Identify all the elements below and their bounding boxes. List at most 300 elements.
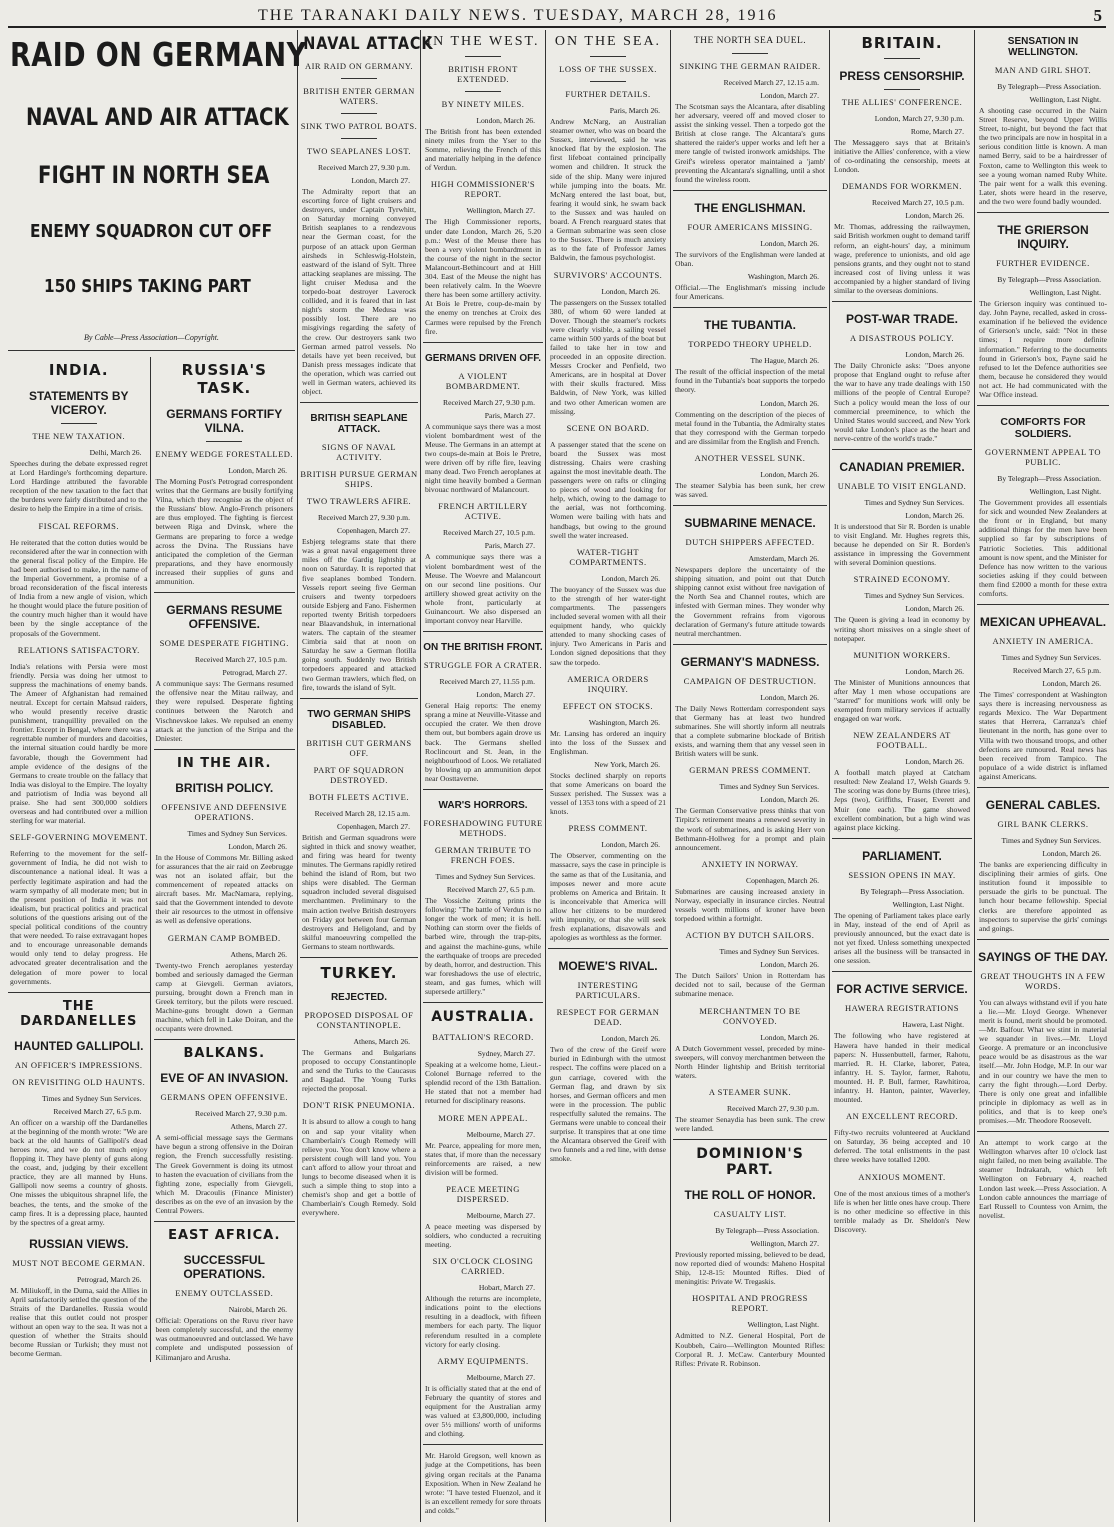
- subhead: ENEMY WEDGE FORESTALLED.: [155, 449, 294, 459]
- article-body: Fifty-two recruits volunteered at Auckland on Saturday, 36 being accepted and 10 deferred. The total enlistments in the past three weeks have totalled 1200.: [834, 1128, 970, 1165]
- subhead: TORPEDO THEORY UPHELD.: [688, 339, 812, 350]
- dateline: Washington, March 26.: [588, 717, 660, 727]
- dateline: Received March 27, 9.30 p.m.: [195, 1109, 287, 1119]
- moewe-heading: MOEWE'S RIVAL.: [558, 959, 658, 974]
- section-heading: GERMANS DRIVEN OFF.: [424, 352, 542, 364]
- dateline: Wellington, Last Night.: [747, 1320, 819, 1330]
- article-body: Stocks declined sharply on reports that some Americans on board the Sussex perished. The Sussex was a vessel of 1353 tons with a speed of 21 knots.: [550, 770, 666, 817]
- column-1: [8, 30, 307, 1522]
- column-rule: [829, 30, 830, 1522]
- article-body: Commenting on the description of the pieces of metal found in the Tubantia, the Admiralty states that they correspond with the German torpedo and are dissimilar from the English and French.: [675, 409, 825, 446]
- dateline: Received March 27, 12.15 a.m.: [723, 78, 819, 87]
- credit-line: Times and Sydney Sun Services.: [187, 828, 287, 838]
- divider: [977, 939, 1109, 940]
- article-body: Twenty-two French aeroplanes yesterday bombed and seriously damaged the German camp at Gievgeli. German aviators, pursuing, brought down a French man in Greek territory, but the pilots were rescued. Machine-guns brought down a German machine, which fell in Lake Doiran, and the occupants were drowned.: [155, 960, 293, 1034]
- dateline: Wellington, March 27.: [466, 206, 535, 216]
- divider: [832, 449, 972, 450]
- subhead: INTERESTING PARTICULARS.: [575, 980, 641, 1001]
- dateline: Athens, March 26.: [353, 1036, 410, 1046]
- subhead: EFFECT ON STOCKS.: [562, 700, 654, 711]
- dateline: London, March 26.: [905, 604, 964, 614]
- article-body: The Daily News Rotterdam correspondent says that Germany has at least two hundred submarines. She will shortly inform all neutrals that a complete submarine blockade of British exists, and warning them that any vessel seen in British waters will be sunk.: [675, 703, 825, 759]
- section-subheading: REJECTED.: [330, 991, 388, 1003]
- credit-line: Times and Sydney Sun Services.: [864, 591, 964, 601]
- dateline: London, March 26.: [228, 466, 287, 475]
- dateline: Copenhagen, March 27.: [337, 526, 410, 536]
- credit-line: Times and Sydney Sun Services.: [1001, 836, 1101, 846]
- dateline: London, March 26.: [601, 286, 660, 296]
- divider: [673, 307, 827, 308]
- article-body: M. Miliukoff, in the Duma, said the Allies in April satisfactorily settled the question of the Straits of the Dardanelles. Russia would realise that this outlet could not prosper without an open way to the sea. It was not a question of whether the Straits should become Russian or Turkish; they must not become German.: [10, 1285, 148, 1359]
- article-body: Official: Operations on the Ruvu river have been completely successful, and the enemy was outmanoeuvred and outclassed. We have complete and undisputed possession of Kilimanjaro and Arusha.: [155, 1316, 293, 1362]
- credit-line: Times and Sydney Sun Services.: [435, 872, 535, 882]
- column-6: [832, 30, 972, 1522]
- africa-subheading: SUCCESSFUL OPERATIONS.: [183, 1253, 266, 1282]
- article-body: India's relations with Persia were most friendly. Persia was doing her utmost to suppress the machinations of enemy bands. The Ameer of Afghanistan had remained neutral. Except for certain Mahsud raiders, who would presently receive drastic punishment, tranquillity prevailed on the frontier. Except in Bengal, where there was a regrettable number of murders and dacoities, the internal situation could hardly be more favorable, though the Government had ample evidence of the designs of the Germans to create trouble on the fallacy that India was disloyal to the Empire. The loyalty and patriotism of India was beyond all praise. She had sent 300,000 soldiers overseas and had contributed over a million sterling for war material.: [10, 661, 148, 826]
- page-number: 5: [1093, 6, 1102, 25]
- subhead: A VIOLENT BOMBARDMENT.: [445, 370, 521, 391]
- divider: [341, 138, 377, 139]
- dateline: Washington, March 26.: [747, 272, 819, 282]
- dateline: Melbourne, March 27.: [466, 1210, 535, 1220]
- subhead: HOSPITAL AND PROGRESS REPORT.: [692, 1293, 808, 1314]
- divider: [832, 301, 972, 302]
- subhead: THE ALLIES' CONFERENCE.: [841, 97, 963, 107]
- dateline: London, March 27, 9.30 p.m.: [874, 114, 964, 123]
- divider: [154, 592, 296, 593]
- credit-line: By Telegraph—Press Association.: [997, 275, 1101, 285]
- subhead: PROPOSED DISPOSAL OF CONSTANTINOPLE.: [304, 1009, 414, 1030]
- dateline: New York, March 26.: [594, 759, 660, 769]
- divider: [590, 56, 626, 57]
- subhead: MORE MEN APPEAL.: [438, 1112, 528, 1123]
- article-body: Speeches during the debate expressed regret at Lord Hardinge's forthcoming departure. Lord Hardinge attributed the favorable reception of the new taxation to the fact that the burdens were fairly distributed and to the desire to help the Empire in a time of crisis.: [10, 459, 148, 514]
- article-body: An attempt to work cargo at the Wellington wharves after 10 o'clock last night failed, no men being available. The steamer Indrakarah, which left Wellington on February 4, reached London last week.—Press Association. A London cable announces the marriage of Earl Russell to Countess von Arnim, the novelist.: [979, 1138, 1107, 1220]
- in-the-west-heading: IN THE WEST.: [426, 34, 540, 49]
- article-body: It is understood that Sir R. Borden is unable to visit England. Mr. Hughes regrets this, because he depended on Sir R. Borden's assistance in impressing the Government with several Dominion questions.: [834, 521, 970, 568]
- dateline: Wellington, Last Night.: [892, 899, 964, 909]
- column-7: [977, 30, 1109, 1522]
- dateline: Melbourne, March 27.: [466, 1129, 535, 1139]
- australia-heading: AUSTRALIA.: [431, 1009, 535, 1026]
- subhead: MUST NOT BECOME GERMAN.: [12, 1257, 146, 1268]
- subhead: NEW ZEALANDERS AT FOOTBALL.: [853, 730, 951, 751]
- dateline: Nairobi, March 26.: [228, 1305, 287, 1315]
- subhead: PART OF SQUADRON DESTROYED.: [313, 764, 405, 785]
- divider: [977, 787, 1109, 788]
- article-body: Mr. Lansing has ordered an inquiry into the loss of the Sussex and Englishman.: [550, 728, 666, 756]
- divider: [884, 89, 920, 90]
- subhead: ANXIETY IN NORWAY.: [701, 858, 799, 869]
- article-body: A passenger stated that the scene on board the Sussex was most distressing. Chairs were crashing against the most inevitable death. The passengers were on rafts or clinging to pieces of wood and looking for help, which, owing to the damage to the aerial, was not forthcoming. Women were bailing with hats and handbags, but owing to the ground swell the water increased.: [550, 439, 666, 540]
- germany-madness-heading: GERMANY'S MADNESS.: [680, 654, 820, 669]
- subhead: SURVIVORS' ACCOUNTS.: [553, 269, 663, 280]
- section-subheading: PRESS CENSORSHIP.: [839, 69, 965, 83]
- divider: [423, 631, 543, 632]
- dateline: Petrograd, March 26.: [76, 1274, 142, 1284]
- dateline: London, March 26.: [1042, 849, 1101, 859]
- divider: [732, 53, 768, 54]
- column-5: [673, 30, 827, 1522]
- column-rule: [420, 30, 421, 1522]
- article-body: The German Conservative press thinks that von Tirpitz's retirement means a renewed severity in the work of submarines, and is asking Herr von Bethmann-Hollweg for a prompt and plain announcement.: [675, 806, 825, 852]
- subhead: SELF-GOVERNING MOVEMENT.: [9, 832, 148, 843]
- article-body: The Scotsman says the Alcantara, after disabling her adversary, veered off and moved closer to assist the sinking vessel. Then a torpedo got the British at close range. The Alcantara's guns shattered the raider's upper works and left her a mere tangle of twisted ironwork amidships. The Greif's wireless operator maintained a 'jamb' preventing the Alcantara's signalling, until a shot found the wireless room.: [675, 102, 825, 184]
- dateline: London, March 26.: [905, 757, 964, 767]
- subhead: A DISASTROUS POLICY.: [849, 333, 955, 344]
- column-rule: [297, 30, 298, 1522]
- article-body: A communique says there was a most violent bombardment west of the Meuse. The Germans in an attempt at two coups-de-main at Bois le Pretre, were driven off by rifle fire, leaving many dead. Two French aeroplanes at night time heavily bombed a German bivouac northward of Malancourt.: [425, 421, 541, 495]
- subhead: BOTH FLEETS ACTIVE.: [309, 791, 409, 802]
- subhead: AIR RAID ON GERMANY.: [304, 61, 414, 71]
- article-body: The banks are experiencing difficulty in disciplining their armies of girls. One institution found it impossible to persuade the girls to be punctual. The lunch hour became fellowship. Special clerks are therefore appointed as inspectors to supervise the girls' comings and goings.: [979, 860, 1107, 933]
- dateline: London, March 26.: [905, 211, 964, 221]
- subhead: ANXIOUS MOMENT.: [858, 1171, 946, 1182]
- russia-heading: RUSSIA'S TASK.: [181, 361, 267, 397]
- dateline: London, March 26.: [760, 795, 819, 805]
- dateline: London, March 26.: [476, 116, 535, 125]
- divider: [423, 789, 543, 790]
- column-3: [423, 30, 543, 1522]
- credit-line: Times and Sydney Sun Services.: [719, 782, 819, 792]
- subhead: STRAINED ECONOMY.: [853, 574, 951, 585]
- balkans-subheading: EVE OF AN INVASION.: [160, 1071, 289, 1086]
- britain-heading: BRITAIN.: [861, 34, 943, 52]
- dateline: Wellington, March 27.: [750, 1239, 819, 1249]
- on-the-sea-heading: ON THE SEA.: [554, 34, 662, 49]
- dateline: Received March 27, 6.5 p.m.: [53, 1106, 142, 1116]
- article-body: General Haig reports: The enemy sprang a mine at Neuville-Vitasse and occupied the crater. We then drove them out, but bombers again drove us back. The Germans shelled Roclincourt and St. Jean, in the neighbourhood of Loos. We retaliated by blowing up an ammunition depot near Oosttaverne.: [425, 701, 541, 783]
- article-body: He reiterated that the cotton duties would be reconsidered after the war in connection with the general fiscal policy of the Empire. He had been authorised to make, in the name of the Imperial Government, a promise of a broad reconsideration of the fiscal interests of India from a new angle of vision, which he thought would place the future position of the country much higher than it would have been by the single acceptance of the proposals of the Government.: [10, 537, 148, 638]
- article-body: In the House of Commons Mr. Billing asked for assurances that the air raid on Zeebrugge was not an isolated affair, but the commencement of repeated attacks on aircraft bases. Mr. MacNamara, replying, said that the Government intended to devote their air resources to the utmost in offensive as well as defensive operations.: [155, 852, 293, 926]
- section-heading: TWO GERMAN SHIPS DISABLED.: [307, 708, 411, 731]
- divider: [300, 957, 418, 958]
- dateline: London, March 26.: [905, 666, 964, 676]
- headline-ships: 150 SHIPS TAKING PART: [44, 276, 251, 297]
- article-body: The opening of Parliament takes place early in May, instead of the end of April as previously announced, but the exact date is not yet fixed. Unless something unexpected arises all the business will be transacted in one session.: [834, 910, 970, 966]
- article-body: It is officially stated that at the end of February the quantity of stores and equipment for the Australian army was valued at £3,800,000, including over 5½ millions' worth of uniforms and clothing.: [425, 1383, 541, 1439]
- article-body: A semi-official message says the Germans have begun a strong offensive in the Doiran region, the French successfully resisting. The Greek Government is doing its utmost to hasten the evacuation of civilians from the fighting zone, especially from Gievgeli, which M. Dracoulis (Finance Minister) describes as on the eve of an invasion by the Central Powers.: [155, 1133, 293, 1216]
- advert-body: It is absurd to allow a cough to hang on and sap your vitality when Chamberlain's Cough Remedy will relieve you. You don't know where a persistent cough will land you. You can't afford to allow your throat and lungs to become diseased when it is such a simple thing to stop into a chemist's shop and get a bottle of Chamberlain's Cough Remedy. Sold everywhere.: [302, 1117, 416, 1218]
- credit-line: Times and Sydney Sun Services.: [864, 497, 964, 507]
- general-cables-heading: GENERAL CABLES.: [985, 798, 1101, 813]
- subhead: FURTHER DETAILS.: [565, 89, 651, 99]
- article-body: A football match played at Catcham resulted: New Zealand 17, Welsh Guards 9. The scoring was done by Burns (three tries), Jeps (two), Griffiths, Fraser, Everett and Muir (one each). The game showed excellent combination, but a high wind was against place kicking.: [834, 768, 970, 832]
- article-body: The Dutch Sailors' Union in Rotterdam has decided not to sail, because of the German submarine menace.: [675, 971, 825, 999]
- subhead: TWO TRAWLERS AFIRE.: [306, 496, 412, 507]
- divider: [465, 56, 501, 57]
- headline-naval-air: NAVAL AND AIR ATTACK: [26, 103, 289, 131]
- divider: [154, 1221, 296, 1222]
- divider: [8, 350, 295, 351]
- divider: [423, 1444, 543, 1445]
- subhead: HIGH COMMISSIONER'S REPORT.: [430, 179, 536, 200]
- naval-attack-heading: NAVAL ATTACK: [303, 34, 434, 54]
- comforts-heading: COMFORTS FOR SOLDIERS.: [1000, 416, 1086, 441]
- divider: [977, 604, 1109, 605]
- subhead: BATTALION'S RECORD.: [432, 1032, 534, 1043]
- subhead: DUTCH SHIPPERS AFFECTED.: [685, 537, 815, 548]
- subhead: MUNITION WORKERS.: [853, 649, 951, 660]
- dateline: Received March 27, 10.5 p.m.: [443, 528, 535, 538]
- offensive-heading: GERMANS RESUME OFFENSIVE.: [166, 603, 283, 632]
- headline-raid: RAID ON GERMANY: [10, 35, 307, 74]
- india-heading: INDIA.: [48, 361, 109, 379]
- subhead: MAN AND GIRL SHOT.: [994, 65, 1092, 75]
- credit-line: Times and Sydney Sun Services.: [42, 1093, 142, 1103]
- dateline: Wellington, Last Night.: [1029, 487, 1101, 497]
- subhead: ANOTHER VESSEL SUNK.: [694, 452, 806, 463]
- article-body: Andrew McNarg, an Australian steamer owner, who was on board the Sussex, interviewed, said he was knocked flat by the explosion. The first lifeboat contained principally women and children. It struck the side of the ship. Many were injured while jumping into the boats. Mr. McNarg entered the last boat, but, fearing it would sink, he swam back to the Sussex and was hauled on board. A French rearguard states that a German submarine was seen close to the Sussex. There is much anxiety as to the fate of Professor James Baldwin, the famous psychologist.: [550, 117, 666, 263]
- subhead: FORESHADOWING FUTURE METHODS.: [423, 818, 543, 839]
- article-body: A shooting case occurred in the Nairn Street Reserve, beyond Upper Willis Street, to-night, but beyond the fact that the two principals are now in hospital in a serious condition little is known. A man named Berry, said to be a hairdresser of Foxton, came to Wellington this week to see a young woman named Ruby White. The pair went for a walk this evening. Later, shots were heard in the reserve, and the two were found badly wounded.: [979, 106, 1107, 206]
- dateline: Received March 27, 6.5 p.m.: [1012, 666, 1101, 676]
- advert-body: Mr. Harold Gregson, well known as judge at the Competitions, has been giving organ recitals at the Panama Exposition. When in New Zealand he wrote: "I have tested Fluenzol, and it is an excellent remedy for sore throats and colds.": [425, 1451, 541, 1515]
- article-body: You can always withstand evil if you hate a lie.—Mr. Lloyd George. Whenever merit is found, merit should be promoted.—Mr. Balfour. What we stint in material we squander in lives.—Mr. Lloyd George. A premature or an inconclusive peace would be as disastrous as the war itself.—Mr. John Hodge, M.P. In our war and in our country we have the men to carry the fight through.—Lord Derby. There is only one great and infallible principle in diplomacy as well as in politics, and that is to keep one's promises.—Mr. Theodore Roosevelt.: [979, 997, 1107, 1125]
- article-body: Official.—The Englishman's missing include four Americans.: [675, 283, 825, 302]
- article-body: Speaking at a welcome home, Lieut.-Colonel Burnage referred to the splendid record of the 13th Battalion. He stated that not a member had returned for disciplinary reasons.: [425, 1060, 541, 1106]
- dateline: London, March 26.: [601, 573, 660, 583]
- subhead: STRUGGLE FOR A CRATER.: [423, 660, 543, 671]
- subhead: SIGNS OF NAVAL ACTIVITY.: [321, 442, 397, 463]
- article-body: The steamer Salybia has been sunk, her crew was saved.: [675, 480, 825, 499]
- submarine-heading: SUBMARINE MENACE.: [684, 516, 816, 531]
- dateline: London, March 26.: [905, 510, 964, 520]
- subhead: SOME DESPERATE FIGHTING.: [159, 638, 289, 649]
- subhead: SIX O'CLOCK CLOSING CARRIED.: [432, 1256, 534, 1277]
- india-subhead2: THE NEW TAXATION.: [32, 431, 126, 441]
- article-body: The High Commissioner reports, under date London, March 26, 5.20 p.m.: West of the Meuse there has been a very violent bombardment in the course of the night in the sector Malancourt-Bethincourt and at Hill 304. East of the Meuse the night has been relatively calm. In the Woevre there has been some artillery activity. At Bois le Pretre, coup-de-main by the enemy on trenches at Croix des Carmes were repulsed by the French fire.: [425, 217, 541, 336]
- turkey-heading: TURKEY.: [320, 963, 398, 982]
- divider: [154, 1039, 296, 1040]
- divider: [673, 644, 827, 645]
- air-subheading: BRITISH POLICY.: [175, 780, 274, 795]
- divider: [832, 838, 972, 839]
- dateline: Athens, March 26.: [230, 949, 287, 959]
- subhead: ON REVISITING OLD HAUNTS.: [12, 1076, 146, 1087]
- subhead: FOUR AMERICANS MISSING.: [687, 221, 813, 232]
- sayings-heading: SAYINGS OF THE DAY.: [978, 949, 1108, 964]
- dateline: London, March 27.: [351, 176, 410, 185]
- dateline: Rome, March 27.: [910, 127, 964, 136]
- subhead: PEACE MEETING DISPERSED.: [446, 1183, 520, 1204]
- headline-fight: FIGHT IN NORTH SEA: [38, 161, 270, 189]
- subhead: BRITISH CUT GERMANS OFF.: [306, 737, 412, 758]
- north-sea-duel-heading: THE NORTH SEA DUEL.: [693, 36, 807, 46]
- subhead: GERMANS OPEN OFFENSIVE.: [160, 1092, 288, 1103]
- dateline: Athens, March 27.: [230, 1122, 287, 1132]
- dateline: Received March 27, 9.30 p.m.: [443, 397, 535, 407]
- article-body: Submarines are causing increased anxiety in Norway, especially in insurance circles. Neutral vessels worth millions of kroner have been torpedoed within a fortnight.: [675, 886, 825, 924]
- article-body: A peace meeting was dispersed by soldiers, who conducted a recruiting meeting.: [425, 1221, 541, 1250]
- divider: [977, 1131, 1109, 1132]
- article-body: Referring to the movement for the self-government of India, he did not wish to discountenance a national ideal. It was a perfectly legitimate aspiration and had the warm sympathy of all moderate men; but in the present position of India it was not idealism, but practical politics and practical solutions of the questions arising out of the special political conditions of the country that were needed. To raise extravagant hopes and to encourage unreasonable demands would only tend to delay progress. He advocated greater decentralisation and the delegation of more power to local governments.: [10, 849, 148, 986]
- dateline: Paris, March 27.: [484, 541, 535, 551]
- divider: [548, 948, 668, 949]
- subhead: GERMAN TRIBUTE TO FRENCH FOES.: [434, 845, 532, 866]
- article-body: Two of the crew of the Greif were buried in Edinburgh with the utmost respect. The coffins were placed on a gun carriage, covered with the German flag, and drawn by six horses, and German officers and men were in the procession. The public respectfully saluted the remains. The Germans were unable to conceal their surprise. It transpires that at one time the Alcantara observed the Greif with two funnels and a red line, with dense smoke.: [550, 1045, 666, 1164]
- headline-enemy: ENEMY SQUADRON CUT OFF: [30, 221, 273, 242]
- article-body: Mr. Pearce, appealing for more men, states that, if more than the necessary reinforcements are raised, a new division will be formed.: [425, 1140, 541, 1177]
- dateline: Received March 27, 9.30 p.m.: [318, 513, 410, 523]
- divider: [673, 190, 827, 191]
- subhead: SCENE ON BOARD.: [566, 422, 650, 433]
- dateline: Sydney, March 27.: [477, 1049, 535, 1059]
- dateline: Copenhagen, March 26.: [746, 875, 819, 885]
- subhead: BRITISH FRONT EXTENDED.: [448, 64, 518, 84]
- divider: [423, 1002, 543, 1003]
- tubantia-heading: THE TUBANTIA.: [704, 318, 796, 333]
- dateline: London, March 27.: [760, 91, 819, 100]
- dateline: London, March 26.: [760, 692, 819, 702]
- subhead: CASUALTY LIST.: [713, 1209, 787, 1220]
- subhead: AN OFFICER'S IMPRESSIONS.: [14, 1059, 143, 1070]
- divider: [673, 505, 827, 506]
- africa-heading: EAST AFRICA.: [168, 1228, 281, 1244]
- masthead: [8, 4, 1106, 28]
- subhead: GERMAN PRESS COMMENT.: [689, 765, 811, 776]
- article-body: Previously reported missing, believed to be dead, now reported died of wounds: Maheno Hospital Ship, 12-8-15: Mounted Rifles. Died of meningitis: Private W. Tregaskis.: [675, 1250, 825, 1287]
- subhead: OFFENSIVE AND DEFENSIVE OPERATIONS.: [161, 801, 288, 822]
- subhead: PRESS COMMENT.: [568, 823, 648, 834]
- article-body: The passengers on the Sussex totalled 380, of whom 60 were landed at Dover. Though the steamer's rockets were clearly visible, a sailing vessel came within 500 yards of the boat but failed to take her in tow and proceeded in an opposite direction. Messrs Crocker and Penfield, two Americans, are in hospital at Dover with their skulls fractured. Miss Baldwin, of New York, was killed and two other American women are missing.: [550, 297, 666, 416]
- subhead: GOVERNMENT APPEAL TO PUBLIC.: [985, 447, 1101, 468]
- article-body: The steamer Senaydia has been sunk. The crew were landed.: [675, 1114, 825, 1133]
- column-rule: [670, 30, 671, 1522]
- subhead: SINK TWO PATROL BOATS.: [300, 121, 418, 131]
- article-body: The Grierson inquiry was continued to-day. John Payne, recalled, asked in cross-examination if he believed the evidence of Grierson's uncle, said: "Not in these times; I require more definite information." Referring to the documents found in Grierson's box, Payne said he refused to let the Defence authorities see them, because he considered they would not act. He had communicated with the War Office instead.: [979, 299, 1107, 399]
- subhead: ANXIETY IN AMERICA.: [992, 636, 1094, 647]
- article-body: The survivors of the Englishman were landed at Oban.: [675, 249, 825, 268]
- subhead: A STEAMER SUNK.: [708, 1086, 792, 1097]
- article-body: A Dutch Government vessel, preceded by mine-sweepers, will convoy merchantmen between the North Hinder lightship and British territorial waters.: [675, 1043, 825, 1080]
- post-war-heading: POST-WAR TRADE.: [845, 312, 958, 327]
- article-body: An officer on a warship off the Dardanelles at the beginning of the month wrote: "We are back at the old haunts of Gallipoli's dead heroes now, and we do not much enjoy flopping it. They have plenty of guns along the coast, and, judging by their excellent practice, they are all manned by Huns. Gallipoli now seems a country of ghosts. One misses the ubiquitous shrapnel life, the beaches, the tents, and the smoke of the camp fires. It is a depressing place, haunted by the spectres of a great army.: [10, 1117, 148, 1227]
- masthead-title: THE TARANAKI DAILY NEWS. TUESDAY, MARCH 28, 1916: [258, 7, 778, 24]
- subhead: HAWERA REGISTRATIONS: [845, 1003, 959, 1014]
- subhead: ACTION BY DUTCH SAILORS.: [685, 930, 815, 941]
- column-4: [548, 30, 668, 1522]
- dateline: London, March 26.: [760, 960, 819, 970]
- dateline: Paris, March 26.: [609, 106, 660, 115]
- divider: [423, 342, 543, 343]
- subhead: BRITISH ENTER GERMAN WATERS.: [303, 86, 415, 106]
- credit-line: Times and Sydney Sun Services.: [719, 947, 819, 957]
- subhead: FISCAL REFORMS.: [38, 520, 119, 531]
- subhead: MERCHANTMEN TO BE CONVOYED.: [699, 1005, 801, 1026]
- subhead: GREAT THOUGHTS IN A FEW WORDS.: [980, 970, 1106, 991]
- russian-views-heading: RUSSIAN VIEWS.: [29, 1236, 129, 1251]
- credit-line: By Telegraph—Press Association.: [715, 1226, 819, 1236]
- article-body: Admitted to N.Z. General Hospital, Port de Koubbeh, Cairo—Wellington Mounted Rifles: Corporal R. J. McCaw. Canterbury Mounted Rifles: Private R. Robinson.: [675, 1331, 825, 1368]
- section-heading: ON THE BRITISH FRONT.: [423, 642, 543, 654]
- article-body: The result of the official inspection of the metal found in the Tubantia's boat supports the torpedo theory.: [675, 367, 825, 395]
- subhead: AMERICA ORDERS INQUIRY.: [567, 673, 649, 694]
- subhead: ENEMY OUTCLASSED.: [175, 1288, 274, 1299]
- sensation-heading: SENSATION IN WELLINGTON.: [1007, 36, 1079, 58]
- dateline: Received March 27, 9.30 p.m.: [727, 1103, 819, 1113]
- credit-line: By Telegraph—Press Association.: [997, 474, 1101, 484]
- subhead: TWO SEAPLANES LOST.: [306, 146, 412, 156]
- dateline: London, March 26.: [228, 841, 287, 851]
- dateline: Delhi, March 26.: [89, 448, 142, 457]
- dateline: Wellington, Last Night.: [1029, 288, 1101, 298]
- column-2: [300, 30, 434, 1522]
- subhead: ARMY EQUIPMENTS.: [437, 1355, 529, 1366]
- article-body: The Times' correspondent at Washington says there is increasing nervousness as regards Mexico. The War Department states that Herrera, Carranza's chief lieutenant in the north, has gone over to Villa with two thousand troops, and other defections are rumoured. Real news has been received from Tampico. The populace of a wide district is inflamed against Americans.: [979, 690, 1107, 781]
- subhead: CAMPAIGN OF DESTRUCTION.: [683, 675, 817, 686]
- dateline: Melbourne, March 27.: [466, 1372, 535, 1382]
- subhead: AN EXCELLENT RECORD.: [845, 1111, 959, 1122]
- dateline: Paris, March 27.: [484, 410, 535, 420]
- dateline: Wellington, Last Night.: [1029, 95, 1101, 104]
- subhead: GERMAN CAMP BOMBED.: [167, 932, 281, 943]
- subhead: RESPECT FOR GERMAN DEAD.: [556, 1007, 660, 1028]
- credit-line: By Telegraph—Press Association.: [997, 82, 1101, 91]
- article-body: Newspapers deplore the uncertainty of the shipping situation, and point out that Dutch shipping cannot exist without free navigation of the North Sea and Channel routes, which are infested with German mines. They wonder why the Government refrains from vigorous declaration of Germany's future attitude towards neutral merchantmen.: [675, 565, 825, 638]
- dateline: London, March 26.: [760, 238, 819, 248]
- parliament-heading: PARLIAMENT.: [862, 848, 942, 863]
- dateline: London, March 26.: [905, 350, 964, 360]
- subhead: WATER-TIGHT COMPARTMENTS.: [569, 546, 647, 567]
- article-body: Although the returns are incomplete, indications point to the elections resulting in a deadlock, with fifteen members for each party. The liquor referendum resulted in a complete victory for early closing.: [425, 1294, 541, 1349]
- englishman-heading: THE ENGLISHMAN.: [694, 200, 806, 215]
- dateline: London, March 26.: [1042, 679, 1101, 689]
- article-body: A communique says there was a violent bombardment west of the Meuse. The Woevre and Malancourt on our second line positions. Our artillery showed great activity on the whole front, particularly at Guinancourt. We also dispersed an important convoy near Harville.: [425, 552, 541, 626]
- article-body: The Queen is giving a lead in economy by writing short missives on a single sheet of notepaper.: [834, 615, 970, 643]
- india-russia-split: [8, 357, 295, 1362]
- divider: [206, 441, 242, 442]
- cable-credit: By Cable—Press Association—Copyright.: [84, 333, 219, 342]
- dateline: Hobart, March 27.: [478, 1283, 535, 1293]
- article-body: The Observer, commenting on the massacre, says the case in principle is the same as that of the Lusitania, and imposes newer and more acute problems on America and Britain. It is inconceivable that America will allow her citizens to be murdered with impunity, or that she will seek fresh explanations, disavowals and apologies as worthless as the former.: [550, 851, 666, 943]
- dateline: London, March 26.: [760, 469, 819, 479]
- dateline: Received March 27, 9.30 p.m.: [318, 163, 410, 172]
- dateline: London, March 26.: [601, 1034, 660, 1044]
- subhead: RELATIONS SATISFACTORY.: [17, 644, 140, 655]
- divider: [465, 91, 501, 92]
- russia-column: [150, 357, 296, 1362]
- section-heading: BRITISH SEAPLANE ATTACK.: [310, 413, 408, 436]
- dateline: Petrograd, March 27.: [222, 668, 287, 678]
- divider: [977, 405, 1109, 406]
- article-body: The Daily Chronicle asks: "Does anyone propose that England ought to refuse after the war to have any trade dealings with 150 millions of the people of Central Europe? Such a policy would mean the loss of our commercial preeminence, to which the United States would succeed, and New York would take London's place as the heart and nerve-centre of the world's trade.": [834, 361, 970, 443]
- dardanelles-heading: THE DARDANELLES: [20, 998, 138, 1029]
- dominion-heading: DOMINION'S PART.: [696, 1146, 804, 1179]
- article-body: The following who have registered at Hawera have handed in their medical papers: N. Hussenbuttell, farmer, Rahotu, married. R. H. Clarke, laborer, Patea, infantry. H. S. Taylor, farmer, Rahotu, mounted. H. P. Bull, farmer, Rawhitiroa, infantry. H. Hanton, painter, Waverley, mounted.: [834, 1031, 970, 1105]
- dateline: Received March 28, 12.15 a.m.: [314, 808, 410, 818]
- dateline: Received March 27, 11.55 p.m.: [439, 677, 535, 687]
- article-body: A communique says: The Germans resumed the offensive near the Mitau railway, and they were repulsed. Desperate fighting continues between the Narotch and Vischnevskoe lakes. We repulsed an enemy attack at the junction of the Stripa and the Dniester.: [155, 679, 293, 743]
- divider: [884, 58, 920, 59]
- divider: [300, 698, 418, 699]
- divider: [977, 212, 1109, 213]
- advert-body: One of the most anxious times of a mother's life is when her little ones have croup. There is no other medicine so effective in this terrible malady as Dr. Sheldon's New Discovery.: [834, 1188, 970, 1234]
- article-body: Esbjerg telegrams state that there was a great naval engagement three miles off the Gardig lightship at noon on Saturday. It is reported that five seaplanes bombed Tondern. Vessels report seeing five German cruisers and twenty torpedoers outside Esbjerg and Fano. Fishermen reported twenty British torpedoers near Blaavandshuk, in international waters. The captain of the steamer Cimbria said that at noon on Saturday he saw a German flotilla going south. Suddenly two British torpedoers appeared and attacked two German trawlers, which fled, on fire, towards the island of Sylt.: [302, 537, 416, 692]
- column-rule: [545, 30, 546, 1522]
- subhead: SINKING THE GERMAN RAIDER.: [679, 61, 821, 71]
- dateline: Copenhagen, March 27.: [337, 821, 410, 831]
- article-body: Mr. Thomas, addressing the railwaymen, said British workmen ought to demand tariff reform, an eight-hours' day, a minimum wage, preference to unionists, and old age pensions grants, and they ought not to stand increased cost of living unless it was accompanied by a higher standard of living similar to the overseas dominions.: [834, 222, 970, 296]
- canadian-heading: CANADIAN PREMIER.: [839, 459, 965, 474]
- article-body: The Messaggero says that at Britain's initiative the Allies' conference, with a view of co-ordinating the censorship, meets at London.: [834, 138, 970, 175]
- india-subheading: STATEMENTS BY VICEROY.: [28, 389, 129, 417]
- subhead: GIRL BANK CLERKS.: [997, 819, 1089, 830]
- divider: [154, 749, 296, 750]
- dateline: Received March 27, 10.5 p.m.: [872, 198, 964, 208]
- subhead: LOSS OF THE SUSSEX.: [559, 64, 657, 74]
- credit-line: Times and Sydney Sun Services.: [1001, 653, 1101, 663]
